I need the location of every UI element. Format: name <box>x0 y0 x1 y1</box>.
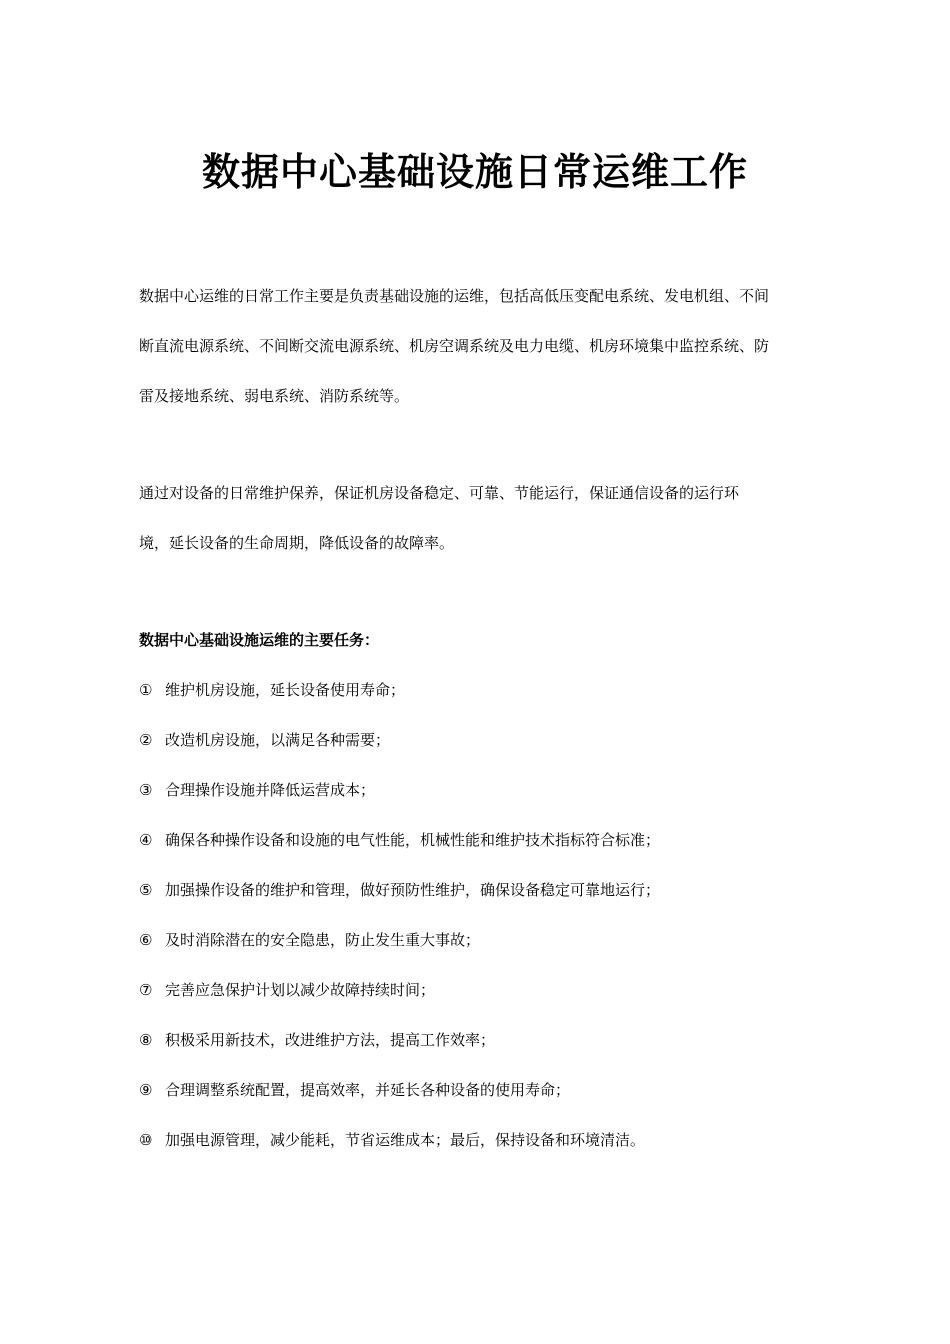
list-item <box>139 765 660 815</box>
item-number: ② <box>139 731 153 749</box>
item-text: 加强操作设备的维护和管理，做好预防性维护，确保设备稳定可靠地运行； <box>165 881 661 899</box>
list-item <box>139 665 660 715</box>
item-text: 合理调整系统配置，提高效率，并延长各种设备的使用寿命； <box>165 1081 571 1099</box>
tasks-heading: 数据中心基础设施运维的主要任务： <box>139 631 380 649</box>
list-item <box>139 1115 660 1165</box>
item-number: ⑨ <box>139 1081 153 1099</box>
task-list <box>139 665 660 1165</box>
item-text: 及时消除潜在的安全隐患，防止发生重大事故； <box>165 931 481 949</box>
item-text: 积极采用新技术，改进维护方法，提高工作效率； <box>165 1031 496 1049</box>
item-number: ④ <box>139 831 153 849</box>
list-item <box>139 715 660 765</box>
document-title: 数据中心基础设施日常运维工作 <box>201 150 748 194</box>
list-item <box>139 815 660 865</box>
item-text: 完善应急保护计划以减少故障持续时间； <box>165 981 436 999</box>
item-number: ⑦ <box>139 981 153 999</box>
item-text: 合理操作设施并降低运营成本； <box>165 781 376 799</box>
intro-line: 数据中心运维的日常工作主要是负责基础设施的运维，包括高低压变配电系统、发电机组、不间 <box>139 287 770 305</box>
intro-paragraph <box>139 271 819 421</box>
item-number: ① <box>139 681 153 699</box>
purpose-line: 境，延长设备的生命周期，降低设备的故障率。 <box>139 534 455 552</box>
list-item <box>139 1015 660 1065</box>
item-text: 确保各种操作设备和设施的电气性能，机械性能和维护技术指标符合标准； <box>165 831 661 849</box>
list-item <box>139 965 660 1015</box>
list-item <box>139 915 660 965</box>
item-number: ③ <box>139 781 153 799</box>
item-number: ⑩ <box>139 1131 153 1149</box>
intro-line: 雷及接地系统、弱电系统、消防系统等。 <box>139 387 410 405</box>
item-text: 维护机房设施，延长设备使用寿命； <box>165 681 406 699</box>
item-text: 加强电源管理，减少能耗，节省运维成本；最后，保持设备和环境清洁。 <box>165 1131 646 1149</box>
intro-line: 断直流电源系统、不间断交流电源系统、机房空调系统及电力电缆、机房环境集中监控系统、防 <box>139 337 770 355</box>
item-text: 改造机房设施，以满足各种需要； <box>165 731 391 749</box>
list-item <box>139 865 660 915</box>
item-number: ⑤ <box>139 881 153 899</box>
item-number: ⑧ <box>139 1031 153 1049</box>
purpose-paragraph <box>139 468 819 568</box>
purpose-line: 通过对设备的日常维护保养，保证机房设备稳定、可靠、节能运行，保证通信设备的运行环 <box>139 484 740 502</box>
item-number: ⑥ <box>139 931 153 949</box>
list-item <box>139 1065 660 1115</box>
